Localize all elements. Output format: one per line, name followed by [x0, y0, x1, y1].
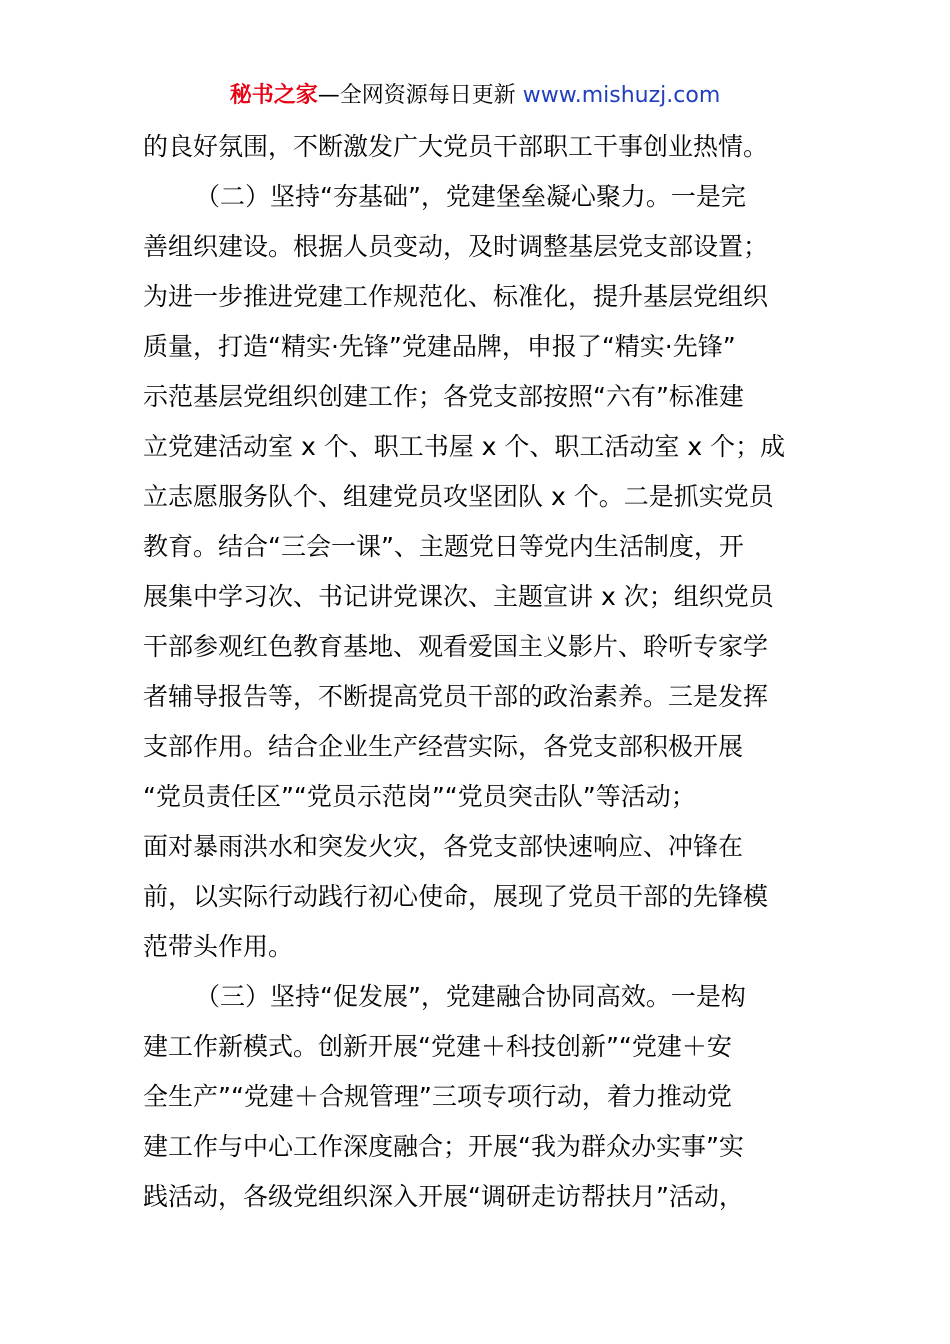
site-header	[0, 80, 950, 112]
text-line: 践活动，各级党组织深入开展“调研走访帮扶月”活动，	[143, 1182, 744, 1211]
text-line: 质量，打造“精实·先锋”党建品牌，申报了“精实·先锋”	[143, 332, 736, 361]
text-line: 的良好氛围，不断激发广大党员干部职工干事创业热情。	[143, 132, 769, 161]
text-line: “党员责任区”“党员示范岗”“党员突击队”等活动；	[143, 782, 696, 811]
text-line: 教育。结合“三会一课”、主题党日等党内生活制度，开	[143, 532, 744, 561]
text-line: 面对暴雨洪水和突发火灾，各党支部快速响应、冲锋在	[143, 832, 744, 861]
text-line: 支部作用。结合企业生产经营实际，各党支部积极开展	[143, 732, 744, 761]
text-line: 展集中学习次、书记讲党课次、主题宣讲 x 次；组织党员	[143, 582, 774, 611]
text-line: 善组织建设。根据人员变动，及时调整基层党支部设置；	[143, 232, 769, 261]
text-line: 立党建活动室 x 个、职工书屋 x 个、职工活动室 x 个；成	[143, 432, 786, 461]
section-heading-line: （三）坚持“促发展”，党建融合协同高效。一是构	[195, 982, 746, 1011]
document-body	[143, 122, 813, 1222]
text-line: 为进一步推进党建工作规范化、标准化，提升基层党组织	[143, 282, 769, 311]
text-line: 者辅导报告等，不断提高党员干部的政治素养。三是发挥	[143, 682, 769, 711]
site-tagline: —全网资源每日更新	[317, 83, 523, 108]
text-line: 建工作新模式。创新开展“党建＋科技创新”“党建＋安	[143, 1032, 732, 1061]
text-line: 干部参观红色教育基地、观看爱国主义影片、聆听专家学	[143, 632, 769, 661]
text-line: 前，以实际行动践行初心使命，展现了党员干部的先锋模	[143, 882, 769, 911]
text-line: 范带头作用。	[143, 932, 294, 961]
text-line: 示范基层党组织创建工作；各党支部按照“六有”标准建	[143, 382, 744, 411]
site-brand: 秘书之家	[229, 83, 318, 108]
site-url-link[interactable]: www.mishuzj.com	[522, 83, 721, 108]
text-line: 建工作与中心工作深度融合；开展“我为群众办实事”实	[143, 1132, 744, 1161]
text-line: 立志愿服务队个、组建党员攻坚团队 x 个。二是抓实党员	[143, 482, 774, 511]
section-heading-line: （二）坚持“夯基础”，党建堡垒凝心聚力。一是完	[195, 182, 746, 211]
text-line: 全生产”“党建＋合规管理”三项专项行动，着力推动党	[143, 1082, 732, 1111]
